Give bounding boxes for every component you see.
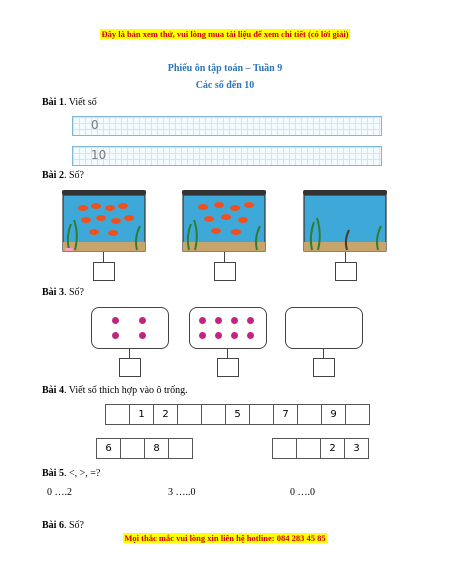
- trace-digit: 0: [91, 118, 99, 132]
- exercise-2-heading: Bài 2. Số?: [42, 170, 84, 181]
- comparison-1[interactable]: 0 ….2: [47, 487, 72, 498]
- comparison-2[interactable]: 3 …..0: [168, 487, 196, 498]
- dot: [112, 332, 119, 339]
- dot: [215, 332, 222, 339]
- sequence-cell[interactable]: [105, 404, 130, 425]
- dot-card-2: [189, 307, 267, 349]
- trace-digit: 10: [91, 148, 107, 162]
- dot: [247, 317, 254, 324]
- exercise-6-heading: Bài 6. Số?: [42, 520, 84, 531]
- exercise-4-heading: Bài 4. Viết số thích hợp vào ô trống.: [42, 385, 188, 396]
- dot: [139, 317, 146, 324]
- answer-box-tank-3[interactable]: [335, 262, 357, 281]
- writing-grid-10[interactable]: [72, 146, 382, 166]
- sequence-cell[interactable]: 9: [321, 404, 346, 425]
- comparison-3[interactable]: 0 ….0: [290, 487, 315, 498]
- sequence-cell[interactable]: [272, 438, 297, 459]
- exercise-1-heading: Bài 1. Viết số: [42, 97, 97, 108]
- dot-card-3: [285, 307, 363, 349]
- answer-box-card-3[interactable]: [313, 358, 335, 377]
- sequence-row-1: [105, 404, 370, 425]
- dot: [199, 332, 206, 339]
- worksheet-subtitle: Các số đến 10: [195, 80, 255, 91]
- connector-line: [227, 348, 228, 358]
- dot: [247, 332, 254, 339]
- answer-box-tank-2[interactable]: [214, 262, 236, 281]
- dot: [112, 317, 119, 324]
- sequence-cell[interactable]: 2: [320, 438, 345, 459]
- fish-tank-1: [61, 190, 147, 252]
- dot: [199, 317, 206, 324]
- connector-line: [345, 252, 346, 262]
- connector-line: [103, 252, 104, 262]
- sequence-cell[interactable]: [345, 404, 370, 425]
- exercise-5-heading: Bài 5. <, >, =?: [42, 468, 101, 479]
- sequence-cell[interactable]: 3: [344, 438, 369, 459]
- connector-line: [224, 252, 225, 262]
- sequence-cell[interactable]: [296, 438, 321, 459]
- sequence-cell[interactable]: [168, 438, 193, 459]
- worksheet-title: Phiếu ôn tập toán – Tuần 9: [167, 63, 283, 74]
- connector-line: [323, 348, 324, 358]
- exercise-3-heading: Bài 3. Số?: [42, 287, 84, 298]
- dot: [139, 332, 146, 339]
- sequence-cell[interactable]: [297, 404, 322, 425]
- footer-notice: Mọi thắc mắc vui lòng xin liên hệ hotline: 084 283 45 85: [124, 533, 326, 543]
- sequence-cell[interactable]: 2: [153, 404, 178, 425]
- dot: [231, 332, 238, 339]
- sequence-cell[interactable]: 8: [144, 438, 169, 459]
- fish-tank-2: [181, 190, 267, 252]
- answer-box-card-1[interactable]: [119, 358, 141, 377]
- answer-box-tank-1[interactable]: [93, 262, 115, 281]
- sequence-cell[interactable]: 1: [129, 404, 154, 425]
- writing-grid-0[interactable]: [72, 116, 382, 136]
- answer-box-card-2[interactable]: [217, 358, 239, 377]
- connector-line: [129, 348, 130, 358]
- sequence-cell[interactable]: 5: [225, 404, 250, 425]
- sequence-cell[interactable]: [120, 438, 145, 459]
- dot: [215, 317, 222, 324]
- sequence-cell[interactable]: [249, 404, 274, 425]
- sequence-cell[interactable]: 6: [96, 438, 121, 459]
- fish-tank-3: [302, 190, 388, 252]
- dot-card-1: [91, 307, 169, 349]
- header-notice: Đây là bản xem thử, vui lòng mua tài liệu để xem chi tiết (có lời giải): [101, 29, 349, 39]
- sequence-cell[interactable]: [177, 404, 202, 425]
- dot: [231, 317, 238, 324]
- sequence-cell[interactable]: [201, 404, 226, 425]
- sequence-row-2: [96, 438, 193, 459]
- sequence-row-3: [272, 438, 369, 459]
- sequence-cell[interactable]: 7: [273, 404, 298, 425]
